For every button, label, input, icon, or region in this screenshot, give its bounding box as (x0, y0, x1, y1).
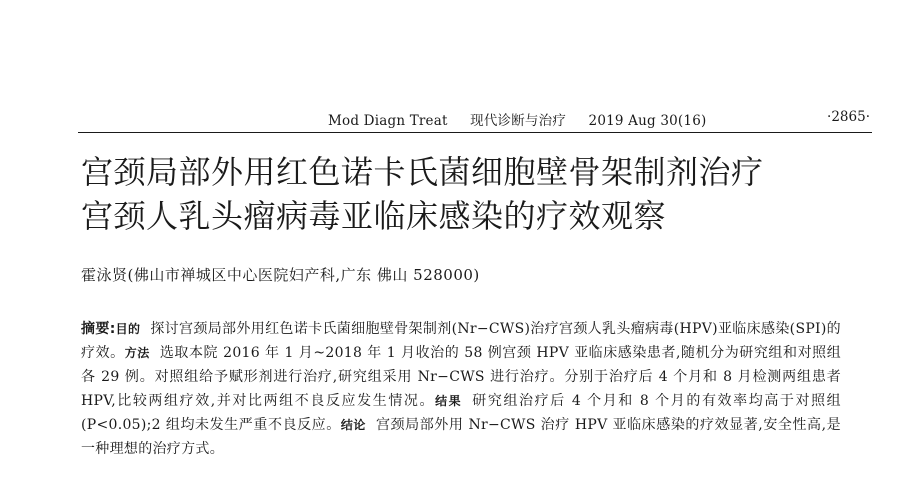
conclusion-text: 宫颈局部外用 Nr−CWS 治疗 HPV 亚临床感染的疗效显著,安全性高,是一种理想的治疗方式。 (81, 417, 841, 457)
methods-label: 方法 (124, 346, 150, 360)
journal-issue: 2019 Aug 30(16) (588, 113, 707, 129)
journal-header (328, 109, 706, 129)
article-title (81, 150, 871, 238)
title-line-2: 宫颈人乳头瘤病毒亚临床感染的疗效观察 (81, 197, 667, 235)
results-text: 研究组治疗后 4 个月和 8 个月的有效率均高于对照组(P<0.05);2 组均未发生严重不良反应。 (81, 393, 841, 433)
results-label: 结果 (435, 394, 463, 408)
title-line-1: 宫颈局部外用红色诺卡氏菌细胞壁骨架制剂治疗 (81, 153, 764, 191)
conclusion-label: 结论 (340, 418, 366, 432)
author-affiliation: 霍泳贤(佛山市禅城区中心医院妇产科,广东 佛山 528000) (81, 266, 480, 284)
abstract-label: 摘要: (81, 321, 116, 337)
journal-name-cn: 现代诊断与治疗 (470, 113, 567, 129)
abstract (81, 317, 841, 461)
objective-label: 目的 (115, 322, 141, 336)
page-number: ·2865· (827, 109, 870, 125)
methods-text: 选取本院 2016 年 1 月~2018 年 1 月收治的 58 例宫颈 HPV 亚临床感染患者,随机分为研究组和对照组各 29 例。对照组给予赋形剂进行治疗,研究组采用 Nr−CWS 进行治疗。分别于治疗后 4 个月和 8 月检测两组患者 HPV,比较两组疗效,并对比两组不良反应发生情况。 (81, 345, 841, 409)
objective-text: 探讨宫颈局部外用红色诺卡氏菌细胞壁骨架制剂(Nr−CWS)治疗宫颈人乳头瘤病毒(HPV)亚临床感染(SPI)的疗效。 (81, 321, 841, 361)
journal-name-en: Mod Diagn Treat (328, 113, 448, 129)
running-header (78, 102, 872, 133)
